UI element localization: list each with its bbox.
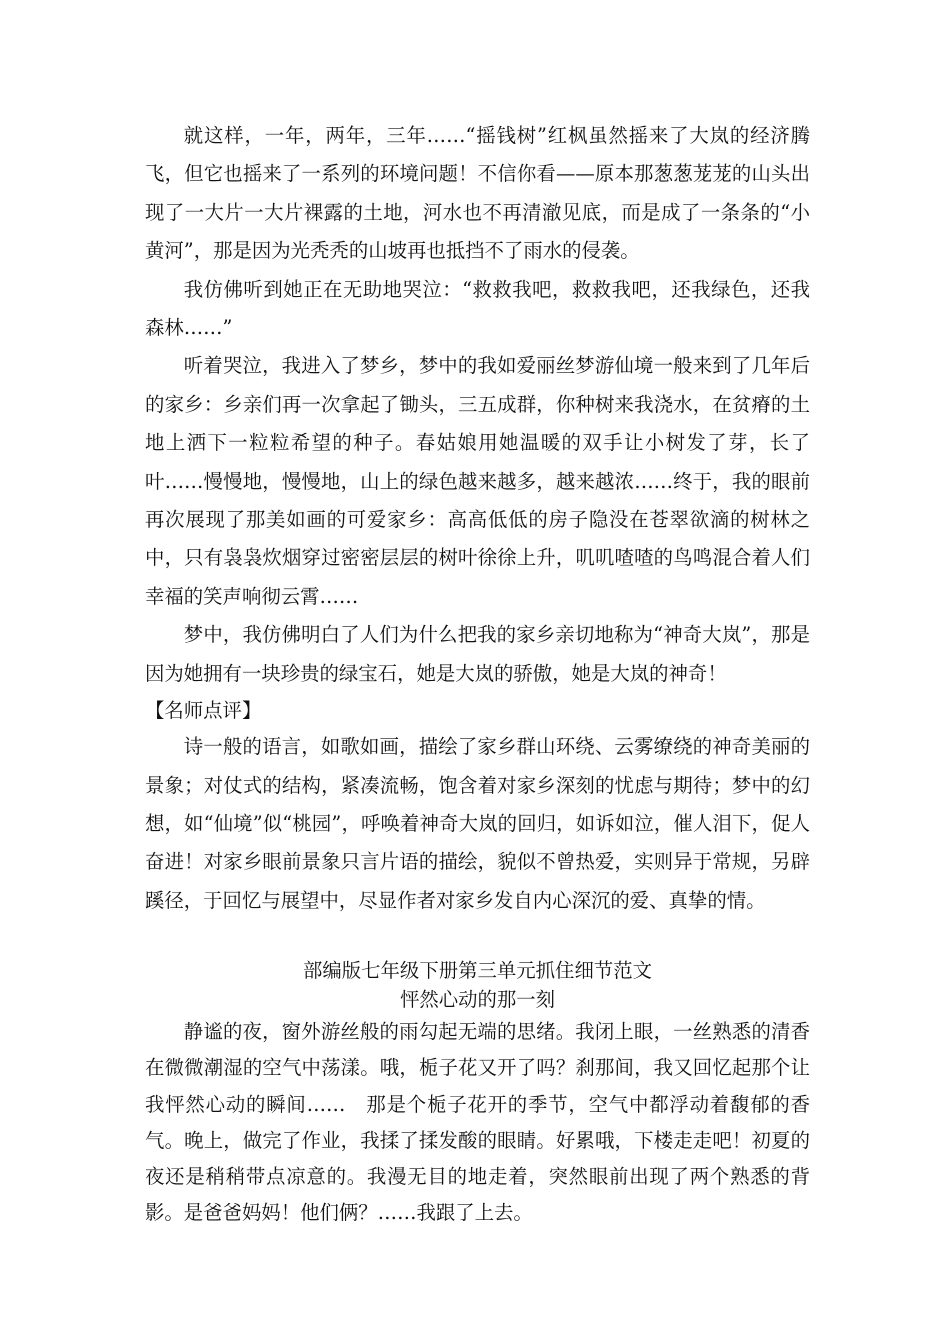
essay-text: 静谧的夜，窗外游丝般的雨勾起无端的思绪。我闭上眼，一丝熟悉的清香在微微潮湿的空气中荡漾。哦，栀子花又开了吗？刹那间，我又回忆起那个让我怦然心动的瞬间…… 那是个栀子花开的季节，空气中都浮动着馥郁的香气。晚上，做完了作业，我揉了揉发酸的眼睛。好累哦，下楼走走吧！初夏的夜还是稍稍带点凉意的。我漫无目的地走着，突然眼前出现了两个熟悉的背影。是爸爸妈妈！他们俩？……我跟了上去。	[145, 1020, 810, 1225]
section-gap	[145, 920, 810, 956]
paragraph-magic: 梦中，我仿佛明白了人们为什么把我的家乡亲切地称为“神奇大岚”，那是因为她拥有一块珍贵的绿宝石，她是大岚的骄傲，她是大岚的神奇！	[145, 623, 810, 685]
comment-text: 诗一般的语言，如歌如画，描绘了家乡群山环绕、云雾缭绕的神奇美丽的景象；对仗式的结构，紧凑流畅，饱含着对家乡深刻的忧虑与期待；梦中的幻想，如“仙境”似“桃园”，呼唤着神奇大岚的回归，如诉如泣，催人泪下，促人奋进！对家乡眼前景象只言片语的描绘，貌似不曾热爱，实则异于常规，另辟蹊径，于回忆与展望中，尽显作者对家乡发自内心深沉的爱、真挚的情。	[145, 735, 810, 912]
comment-heading: 【名师点评】	[145, 699, 262, 723]
document-body	[145, 117, 810, 1231]
paragraph-dream: 听着哭泣，我进入了梦乡，梦中的我如爱丽丝梦游仙境一般来到了几年后的家乡：乡亲们再一次拿起了锄头，三五成群，你种树来我浇水，在贫瘠的土地上洒下一粒粒希望的种子。春姑娘用她温暖的双手让小树发了芽，长了叶……慢慢地，慢慢地，山上的绿色越来越多，越来越浓……终于，我的眼前再次展现了那美如画的可爱家乡：高高低低的房子隐没在苍翠欲滴的树林之中，只有袅袅炊烟穿过密密层层的树叶徐徐上升，叽叽喳喳的鸟鸣混合着人们幸福的笑声响彻云霄……	[145, 354, 810, 608]
paragraph-crying: 我仿佛听到她正在无助地哭泣：“救救我吧，救救我吧，还我绿色，还我森林……”	[145, 277, 810, 340]
section-title: 部编版七年级下册第三单元抓住细节范文	[302, 959, 653, 983]
paragraph-economy: 就这样，一年，两年，三年……“摇钱树”红枫虽然摇来了大岚的经济腾飞，但它也摇来了一系列的环境问题！不信你看——原本那葱葱茏茏的山头出现了一大片一大片裸露的土地，河水也不再清澈见底，而是成了一条条的“小黄河”，那是因为光秃秃的山坡再也抵挡不了雨水的侵袭。	[145, 124, 810, 263]
essay-title: 怦然心动的那一刻	[399, 988, 556, 1012]
